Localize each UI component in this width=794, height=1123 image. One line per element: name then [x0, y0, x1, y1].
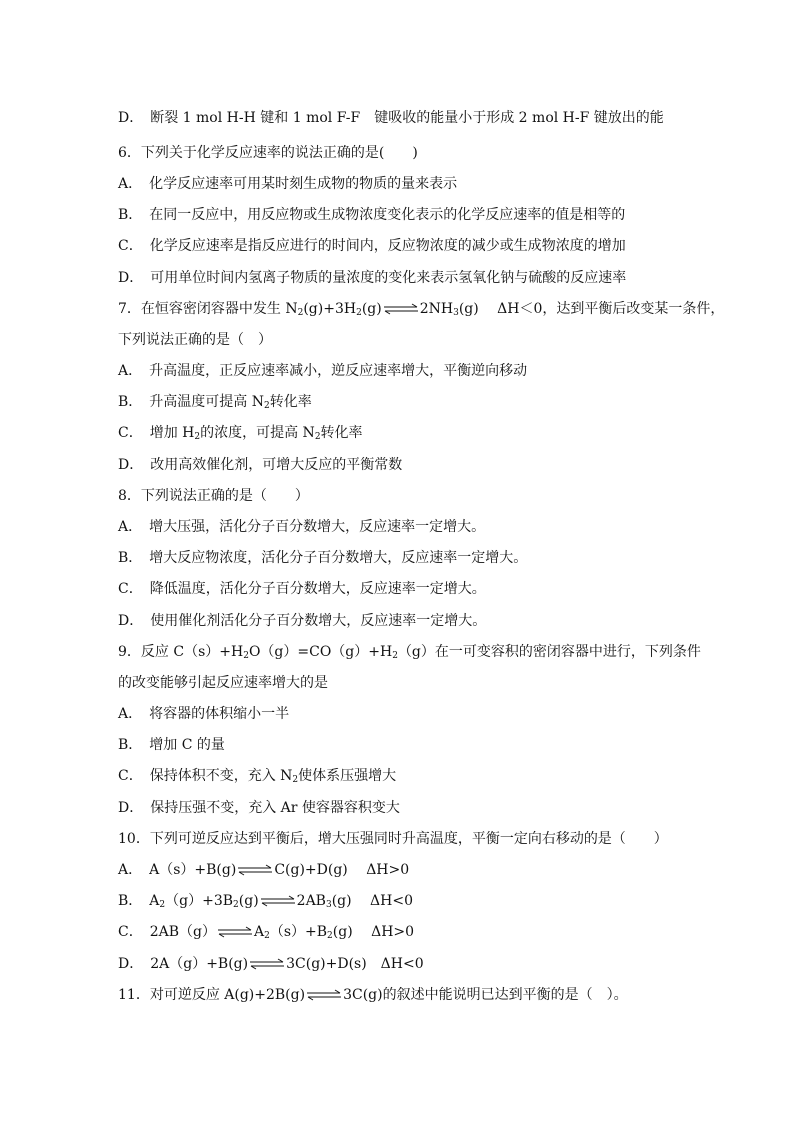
q8-option-d: D． 使用催化剂活化分子百分数增大，反应速率一定增大。 [118, 613, 487, 629]
q7-option-c: C． 增加 $H_2$的浓度，可提高 $N_2$转化率 [118, 425, 363, 442]
q9-option-c: C． 保持体积不变，充入 $N_2$使体系压强增大 [118, 768, 397, 785]
equilibrium-arrow-icon [217, 926, 253, 938]
q11-stem: 11．对可逆反应 A(g)+2B(g) 3C(g)的叙述中能说明已达到平衡的是（ ）。 [118, 987, 628, 1003]
q8-stem: 8．下列说法正确的是（ ） [118, 488, 309, 504]
q7-option-b: B． 升高温度可提高 $N_2$转化率 [118, 394, 312, 411]
q7-stem-line2: 下列说法正确的是（ ） [118, 332, 272, 348]
q6-option-a: A． 化学反应速率可用某时刻生成物的物质的量来表示 [118, 176, 458, 192]
q6-option-d: D． 可用单位时间内氢离子物质的量浓度的变化来表示氢氧化钠与硫酸的反应速率 [118, 270, 627, 286]
q9-option-a: A． 将容器的体积缩小一半 [118, 706, 290, 722]
q9-stem-line2: 的改变能够引起反应速率增大的是 [118, 675, 328, 691]
q9-option-d: D． 保持压强不变，充入 Ar 使容器容积变大 [118, 800, 400, 816]
q6-option-c: C． 化学反应速率是指反应进行的时间内，反应物浓度的减少或生成物浓度的增加 [118, 238, 626, 254]
q5-option-d: D． 断裂 1 mol H-H 键和 1 mol F-F 键吸收的能量小于形成 2 mol H-F 键放出的能 [118, 110, 664, 126]
equilibrium-arrow-icon [306, 989, 342, 1001]
q8-option-a: A． 增大压强，活化分子百分数增大，反应速率一定增大。 [118, 519, 486, 535]
q9-option-b: B． 增加 C 的量 [118, 737, 225, 753]
equilibrium-arrow-icon [249, 958, 285, 970]
q7-option-d: D． 改用高效催化剂，可增大反应的平衡常数 [118, 457, 403, 473]
q6-stem: 6．下列关于化学反应速率的说法正确的是( ) [118, 145, 418, 161]
q10-option-a: A． A（s）+B(g) C(g)+D(g) ΔH>0 [118, 862, 410, 878]
q8-option-c: C． 降低温度，活化分子百分数增大，反应速率一定增大。 [118, 581, 486, 597]
q10-stem: 10．下列可逆反应达到平衡后，增大压强同时升高温度，平衡一定向右移动的是（ ） [118, 831, 668, 847]
q8-option-b: B． 增大反应物浓度，活化分子百分数增大，反应速率一定增大。 [118, 550, 528, 566]
q9-stem-line1: 9．反应 $C(s)+H_2O(g)=CO(g)+H_2(g)$在一可变容积的密闭容器中进行，下列条件 [118, 644, 701, 661]
q7-stem-line1: 7．在恒容密闭容器中发生 $N_2(g)+3H_2(g)$ $2NH_3(g)$ ΔH＜0，达到平衡后改变某一条件， [118, 301, 725, 318]
q10-option-b: B． $A_2(g)+3B_2(g)$ $2AB_3(g)$ ΔH<0 [118, 893, 413, 910]
equilibrium-arrow-icon [237, 864, 273, 876]
q10-option-d: D． 2A（g）+B(g) 3C(g)+D(s) ΔH<0 [118, 956, 424, 972]
q7-option-a: A． 升高温度，正反应速率减小，逆反应速率增大，平衡逆向移动 [118, 363, 528, 379]
q6-option-b: B． 在同一反应中，用反应物或生成物浓度变化表示的化学反应速率的值是相等的 [118, 207, 626, 223]
q10-option-c: C． 2AB（g） $A_2(s)+B_2(g)$ ΔH>0 [118, 924, 415, 941]
equilibrium-arrow-icon [383, 303, 419, 315]
equilibrium-arrow-icon [260, 895, 296, 907]
